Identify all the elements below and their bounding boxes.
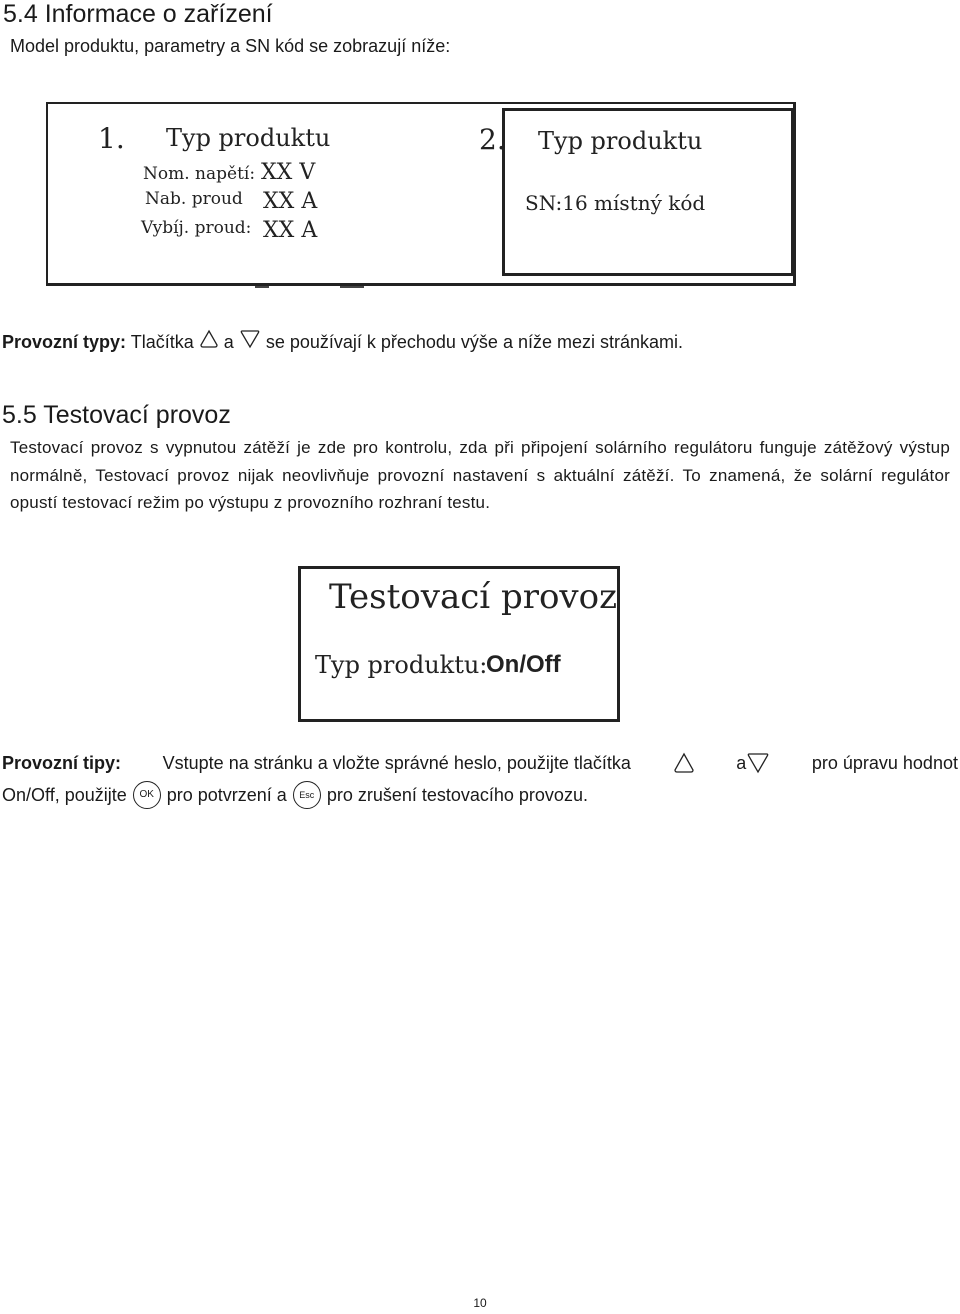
figure-crop-fragment	[255, 286, 269, 291]
esc-icon-label: Esc	[299, 790, 315, 800]
screen-2	[479, 108, 794, 276]
operation-tips-text: pro úpravu hodnot	[811, 753, 958, 773]
screen-1-row-label: Vybíj. proud:	[141, 218, 252, 238]
down-icon	[239, 329, 261, 349]
screen-1-title: Typ produktu	[166, 124, 331, 152]
screen-1-row-label: Nab. proud	[145, 189, 243, 209]
section-heading-5-4: 5.4 Informace o zařízení	[3, 0, 273, 28]
operation-tips-line-1	[2, 749, 958, 777]
operation-tips-text: a	[736, 753, 747, 773]
operation-tips-a	[736, 749, 770, 777]
screen-1-number: 1.	[98, 122, 125, 155]
operation-tips-text: On/Off, použijte	[2, 785, 127, 805]
figure-crop-fragment	[340, 286, 364, 291]
screen-2-title: Typ produktu	[538, 127, 703, 155]
screen-1-row-label: Nom. napětí:	[143, 164, 256, 184]
screen-1-row-value: XX A	[263, 218, 318, 243]
test-mode-screen-value: On/Off	[486, 651, 561, 678]
ok-icon	[133, 781, 161, 809]
test-mode-screen	[298, 566, 620, 722]
screen-2-sn: SN:16 místný kód	[525, 191, 706, 215]
up-icon	[673, 752, 695, 774]
test-mode-screen-title: Testovací provoz	[329, 577, 618, 617]
section-heading-5-5: 5.5 Testovací provoz	[2, 401, 231, 429]
operation-tips-label: Provozní tipy:	[2, 753, 122, 773]
operation-tips-text: pro potvrzení a	[166, 785, 287, 805]
operation-types-line	[2, 328, 683, 356]
operation-types-text: a	[223, 332, 234, 352]
test-mode-screen-label: Typ produktu:	[315, 651, 488, 679]
operation-types-label: Provozní typy:	[2, 332, 127, 352]
up-icon	[199, 329, 219, 349]
operation-types-text: se používají k přechodu výše a níže mezi stránkami.	[265, 332, 684, 352]
page-number: 10	[473, 1296, 487, 1310]
operation-tips-text: pro zrušení testovacího provozu.	[326, 785, 588, 805]
screen-1	[48, 104, 448, 284]
operation-tips-text: Vstupte na stránku a vložte správné heslo, použijte tlačítka	[162, 753, 631, 773]
test-mode-description: Testovací provoz s vypnutou zátěží je zde pro kontrolu, zda při připojení solárního regulátoru funguje zátěžový výstup normálně, Testovací provoz nijak neovlivňuje provozní nastavení s aktuální zátěží. To znamená, že solární regulátor opustí testovací režim po výstupu z provozního rozhraní testu.	[10, 438, 950, 512]
down-icon	[746, 752, 770, 774]
esc-icon	[293, 781, 321, 809]
screen-2-number: 2.	[479, 123, 506, 156]
operation-types-text: Tlačítka	[130, 332, 194, 352]
device-info-figure	[46, 102, 796, 286]
intro-text: Model produktu, parametry a SN kód se zobrazují níže:	[10, 36, 451, 56]
screen-1-row-value: XX A	[263, 189, 318, 214]
operation-tips-line-2	[2, 781, 588, 809]
screen-1-row-value: XX V	[261, 160, 316, 185]
ok-icon-label: OK	[139, 789, 154, 800]
